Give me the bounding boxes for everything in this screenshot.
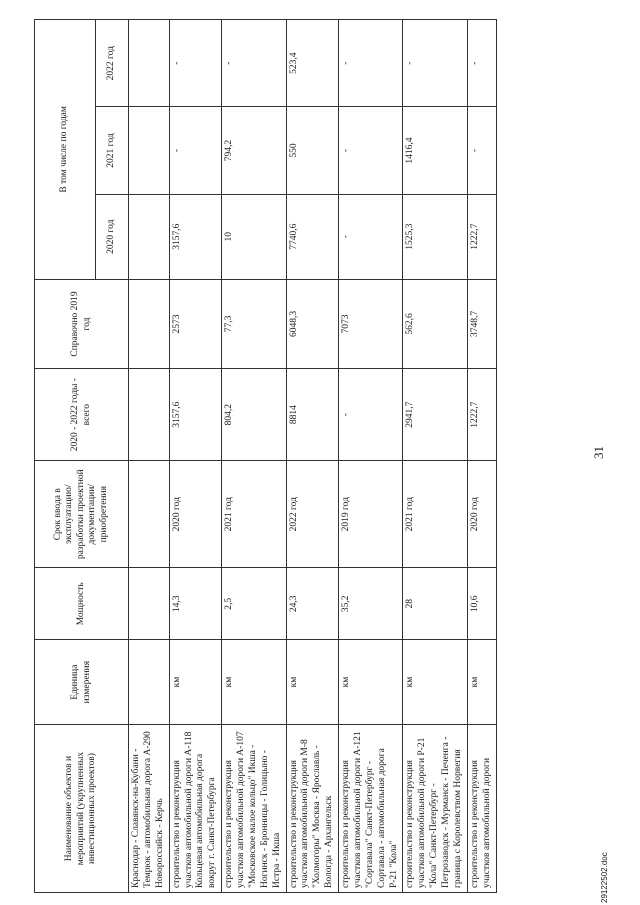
cell-capacity: 28 [403,568,467,640]
header-name: Наименование объектов и мероприятий (укрупненных инвестиционных проектов) [35,725,129,893]
cell-total: - [339,369,403,461]
cell-2022: 523,4 [286,20,339,107]
header-2022: 2022 год [96,20,129,107]
cell-2020: 7740,6 [286,194,339,279]
cell-2020: 1525,3 [403,194,467,279]
cell-2022: - [339,20,403,107]
cell-unit: км [403,640,467,725]
cell-deadline: 2020 год [169,461,222,568]
cell-unit [129,640,170,725]
header-row [35,20,96,893]
cell-capacity [129,568,170,640]
cell-name: строительство и реконструкция участков автомобильной дороги [467,725,496,893]
cell-deadline: 2021 год [403,461,467,568]
cell-total: 3157,6 [169,369,222,461]
footer-filename: 29122502.doc [600,852,609,903]
cell-total: 1222,7 [467,369,496,461]
table-row [467,20,496,893]
cell-capacity: 35,2 [339,568,403,640]
cell-deadline [129,461,170,568]
header-2020: 2020 год [96,194,129,279]
page-number: 31 [591,446,606,459]
cell-2020: 1222,7 [467,194,496,279]
cell-ref2019 [129,279,170,369]
table-row [403,20,467,893]
cell-2022: - [467,20,496,107]
cell-unit: км [339,640,403,725]
table-row [169,20,222,893]
cell-ref2019: 7073 [339,279,403,369]
cell-2022: - [403,20,467,107]
header-capacity: Мощность [35,568,129,640]
cell-unit: км [286,640,339,725]
header-ref2019: Справочно 2019 год [35,279,129,369]
cell-2021: 1416,4 [403,107,467,194]
cell-ref2019: 77,3 [222,279,286,369]
table-row [222,20,286,893]
cell-total: 804,2 [222,369,286,461]
table-row [129,20,170,893]
header-unit: Единица измерения [35,640,129,725]
cell-2020: 3157,6 [169,194,222,279]
cell-ref2019: 3748,7 [467,279,496,369]
cell-unit: км [169,640,222,725]
table-row [286,20,339,893]
cell-deadline: 2021 год [222,461,286,568]
cell-deadline: 2020 год [467,461,496,568]
cell-2021: - [467,107,496,194]
cell-2021: - [169,107,222,194]
cell-capacity: 24,3 [286,568,339,640]
cell-2022 [129,20,170,107]
cell-capacity: 10,6 [467,568,496,640]
cell-name: строительство и реконструкция участков автомобильной дороги А-107 "Московское малое кольцо" Икша - Ногинск - Бронницы - Голицыно - Истра - Икша [222,725,286,893]
header-including: В том числе по годам [35,20,96,280]
cell-name: Краснодар - Славянск-на-Кубани - Темрюк - автомобильная дорога А-290 Новороссийск - Керчь [129,725,170,893]
header-2021: 2021 год [96,107,129,194]
cell-total: 8814 [286,369,339,461]
cell-capacity: 2,5 [222,568,286,640]
cell-2020 [129,194,170,279]
cell-name: строительство и реконструкция участков автомобильной дороги Р-21 "Кола" Санкт-Петербург - Петрозаводск - Мурманск - Печенга - граница с Королевством Норвегия [403,725,467,893]
cell-deadline: 2022 год [286,461,339,568]
header-deadline: Срок ввода в эксплуатацию/ разработки проектной документации/ приобретения [35,461,129,568]
cell-name: строительство и реконструкция участков автомобильной дороги А-121 "Сортавала" Санкт-Петербург - Сортавала - автомобильная дорога Р-21 "Кола" [339,725,403,893]
cell-2022: - [222,20,286,107]
cell-name: строительство и реконструкция участков автомобильной дороги А-118 Кольцевая автомобильная дорога вокруг г. Санкт-Петербурга [169,725,222,893]
cell-ref2019: 2573 [169,279,222,369]
cell-2022: - [169,20,222,107]
header-total: 2020 - 2022 годы - всего [35,369,129,461]
cell-capacity: 14,3 [169,568,222,640]
cell-ref2019: 6048,3 [286,279,339,369]
cell-2020: 10 [222,194,286,279]
cell-unit: км [222,640,286,725]
cell-2021: 550 [286,107,339,194]
cell-ref2019: 562,6 [403,279,467,369]
cell-2021: 794,2 [222,107,286,194]
cell-unit: км [467,640,496,725]
cell-name: строительство и реконструкция участков автомобильной дороги М-8 "Холмогоры" Москва - Ярославль - Вологда - Архангельск [286,725,339,893]
cell-deadline: 2019 год [339,461,403,568]
cell-total: 2941,7 [403,369,467,461]
cell-2021: - [339,107,403,194]
cell-total [129,369,170,461]
table-row [339,20,403,893]
investment-table [34,19,497,893]
cell-2020: - [339,194,403,279]
cell-2021 [129,107,170,194]
